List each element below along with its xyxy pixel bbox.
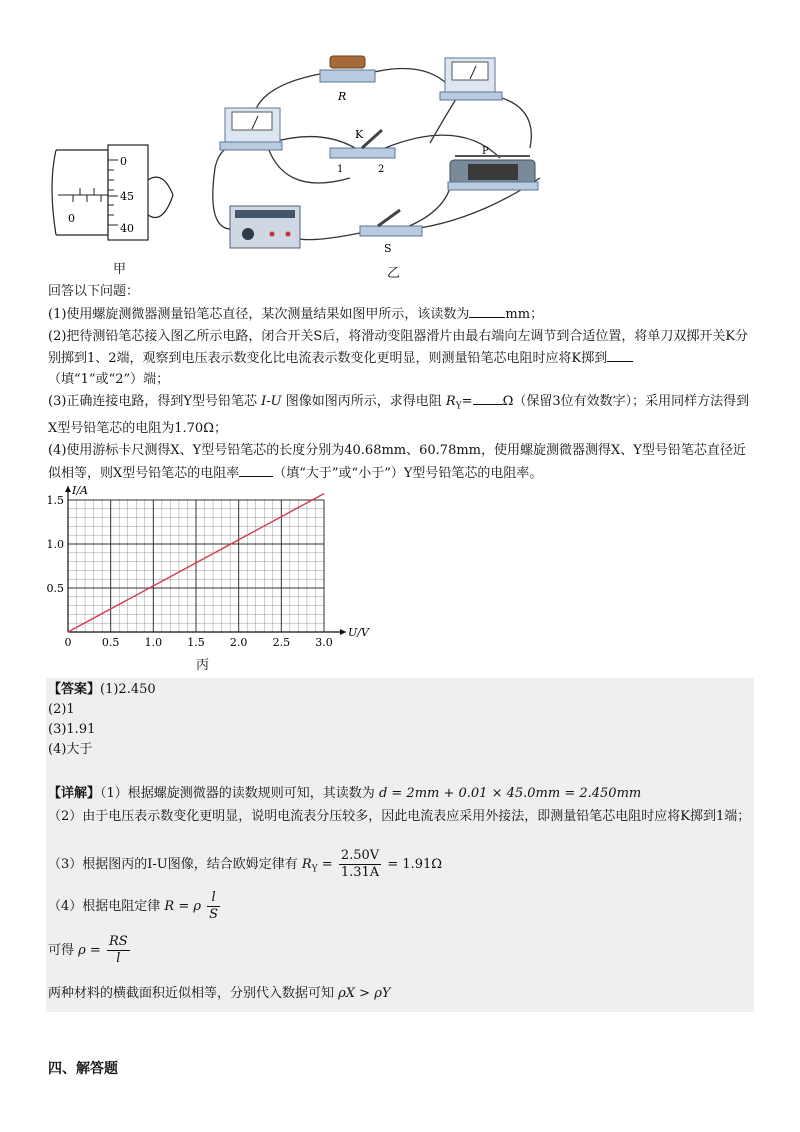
micrometer-tick-0: 0 — [120, 155, 127, 168]
question-intro: 回答以下问题： — [48, 284, 140, 299]
detail-4-r: R = ρ — [164, 899, 202, 914]
question-3-text-a: (3)正确连接电路，得到Y型号铅笔芯 — [48, 394, 257, 409]
question-block — [48, 281, 754, 485]
question-1-unit: mm； — [505, 307, 544, 322]
detail-4-den: S — [209, 907, 219, 922]
x-tick-label: 0.5 — [101, 636, 120, 649]
label-2: 2 — [378, 164, 385, 175]
question-3-iu: I-U — [261, 394, 282, 409]
figure-yi-label: 乙 — [387, 266, 401, 281]
detail-5-fraction — [107, 934, 130, 967]
y-tick-label: 0.5 — [46, 582, 64, 595]
question-2 — [48, 326, 754, 390]
x-tick-label: 1.0 — [144, 636, 163, 649]
detail-line-4 — [48, 890, 222, 923]
detail-3-sub: Y — [311, 864, 318, 875]
question-3-r: R — [445, 394, 456, 409]
answer-2: (2)1 — [48, 702, 75, 717]
x-tick-label: 0 — [64, 636, 72, 649]
detail-line-1 — [48, 784, 754, 804]
answer-1: (1)2.450 — [100, 682, 156, 697]
question-2-text: (2)把待测铅笔芯接入图乙所示电路，闭合开关S后，将滑动变阻器滑片由最右端向左调节到合适位置，将单刀双掷开关K分别掷到1、2端，观察到电压表示数变化比电流表示数变化更明显，则测量铅笔芯电阻时应将K掷到 — [48, 329, 749, 366]
y-axis-arrow — [65, 486, 71, 492]
detail-6-formula: ρX > ρY — [338, 986, 391, 1001]
y-tick-label: 1.5 — [46, 494, 64, 507]
detail-4-num: l — [207, 890, 220, 907]
y-axis-label: I/A — [72, 484, 88, 497]
blank-2 — [607, 347, 633, 362]
detail-4-text: （4）根据电阻定律 — [48, 899, 161, 914]
x-tick-label: 2.0 — [229, 636, 248, 649]
detail-3-num: 2.50V — [340, 848, 380, 863]
x-axis-label: U/V — [348, 626, 369, 639]
iu-chart — [40, 474, 380, 650]
section-heading: 四、解答题 — [48, 1061, 118, 1077]
micrometer-tick-40: 40 — [120, 222, 134, 235]
question-3-text-b: 图像如图丙所示，求得电阻 — [285, 394, 442, 409]
detail-1-text: （1）根据螺旋测微器的读数规则可知，其读数为 — [100, 786, 375, 801]
answer-3: (3)1.91 — [48, 722, 96, 737]
y-tick-label: 1.0 — [46, 538, 64, 551]
label-P: P — [482, 146, 489, 157]
question-3 — [48, 390, 754, 440]
answer-label: 【答案】 — [48, 682, 101, 697]
figure-jia-label: 甲 — [113, 262, 127, 277]
detail-label: 【详解】 — [48, 786, 101, 801]
detail-3-lhs: R — [301, 857, 312, 872]
micrometer-tick-45: 45 — [120, 190, 134, 203]
answer-block — [48, 680, 156, 760]
question-2-tail: （填“1”或“2”）端； — [48, 372, 170, 387]
figure-bing-label: 丙 — [196, 658, 210, 673]
blank-3 — [473, 390, 503, 405]
detail-line-3: （3）根据图丙的I-U图像，结合欧姆定律有 $R_Y$ = $\frac{2.50V}{1.31A}$ = 1.91Ω — [48, 848, 443, 880]
detail-2-text: （2）由于电压表示数变化更明显，说明电流表分压较多，因此电流表应采用外接法，即测量铅笔芯电阻时应将K掷到1端； — [48, 809, 751, 824]
x-tick-label: 2.5 — [272, 636, 291, 649]
question-4-text: (4)使用游标卡尺测得X、Y型号铅笔芯的长度分别为40.68mm、60.78mm，使用螺旋测微器测得X、Y型号铅笔芯直径近似相等，则X型号铅笔芯的电阻率 — [48, 442, 746, 481]
detail-5-text: 可得 — [48, 943, 75, 958]
detail-line-6 — [48, 984, 390, 1004]
detail-6-text: 两种材料的横截面积近似相等，分别代入数据可知 — [48, 986, 335, 1001]
question-1-text: (1)使用螺旋测微器测量铅笔芯直径，某次测量结果如图甲所示，该读数为 — [48, 307, 470, 322]
answer-4: (4)大于 — [48, 742, 93, 757]
label-S: S — [384, 242, 392, 255]
label-1: 1 — [337, 164, 344, 175]
x-tick-label: 3.0 — [315, 636, 333, 649]
detail-3-text: （3）根据图丙的I-U图像，结合欧姆定律有 — [48, 857, 298, 872]
x-tick-label: 1.5 — [187, 636, 205, 649]
detail-3-result: = 1.91Ω — [387, 857, 443, 872]
question-1 — [48, 303, 754, 326]
micrometer-main-0: 0 — [68, 212, 75, 225]
question-4-tail: （填“大于”或“小于”）Y型号铅笔芯的电阻率。 — [273, 465, 543, 481]
question-3-eq: = — [461, 394, 473, 409]
detail-5-rho: ρ = — [78, 943, 101, 958]
question-3-text-d: Ω（保留3位有效数字）；采用同样方法得到X型号铅笔芯的电阻为1.70Ω； — [48, 394, 750, 436]
blank-1 — [469, 303, 505, 318]
chart-grid-major — [68, 500, 324, 632]
x-axis-arrow — [340, 629, 346, 635]
detail-1-formula: d = 2mm + 0.01 × 45.0mm = 2.450mm — [378, 786, 642, 801]
detail-5-num: RS — [108, 934, 128, 949]
question-3-rsub: Y — [455, 401, 462, 412]
micrometer-figure — [48, 140, 188, 250]
detail-line-2 — [48, 806, 754, 827]
detail-line-5 — [48, 934, 132, 967]
detail-5-den: l — [116, 951, 121, 966]
detail-4-fraction — [207, 890, 220, 923]
circuit-figure — [200, 48, 560, 260]
detail-3-den: 1.31A — [340, 865, 380, 880]
label-K: K — [355, 128, 364, 141]
detail-3-fraction — [339, 848, 381, 881]
label-R: R — [338, 90, 347, 103]
